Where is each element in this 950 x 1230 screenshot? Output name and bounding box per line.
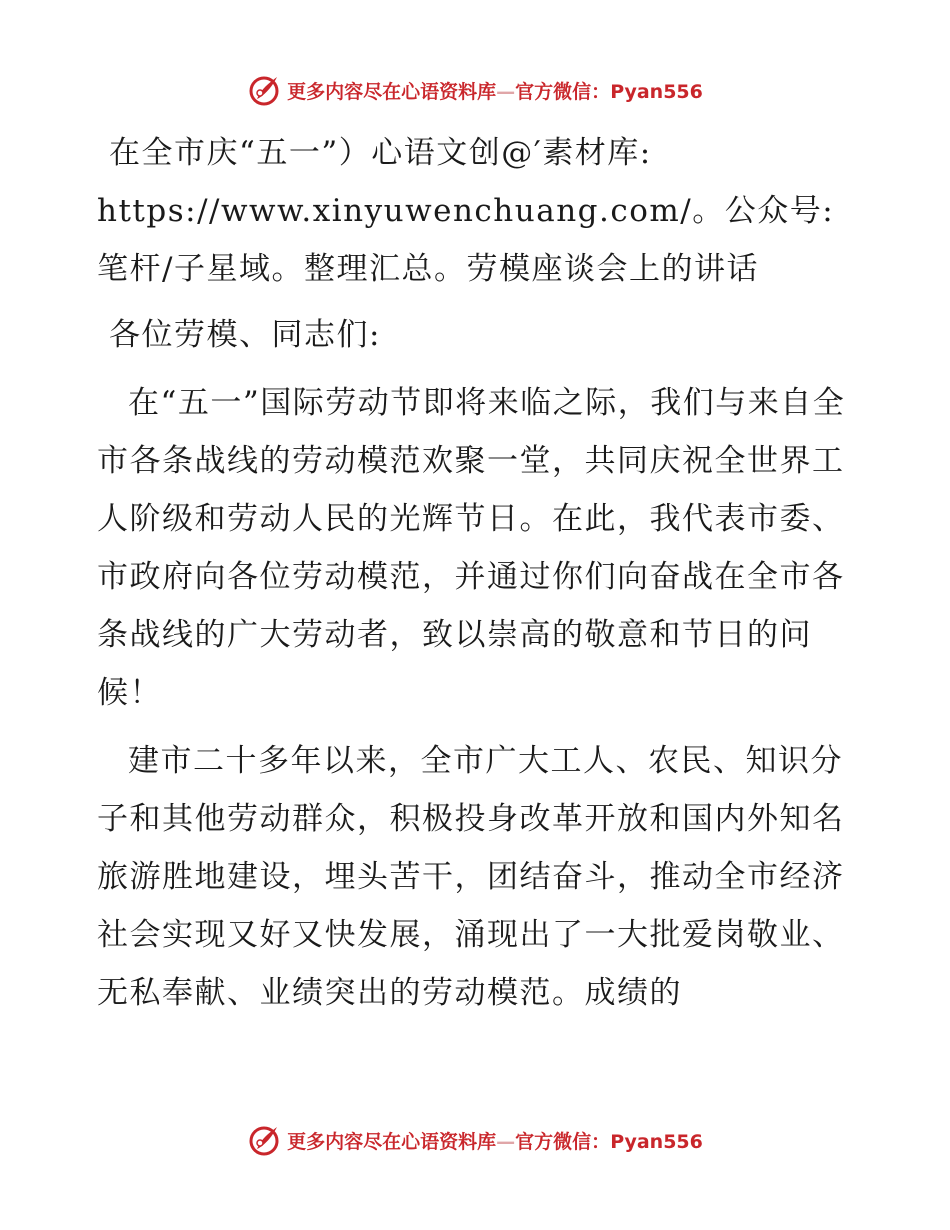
paragraph-1: 在“五一”国际劳动节即将来临之际，我们与来自全市各条战线的劳动模范欢聚一堂，共同庆祝全世界工人阶级和劳动人民的光辉节日。在此，我代表市委、市政府向各位劳动模范，并通过你们向奋战在全市各条战线的广大劳动者，致以崇高的敬意和节日的问候！ <box>97 385 846 711</box>
footer-watermark-banner <box>0 1120 950 1160</box>
footer-watermark-text: 更多内容尽在心语资料库—官方微信：Pyan556 <box>287 1130 703 1153</box>
header-watermark-banner <box>0 70 950 110</box>
document-body <box>97 124 849 1032</box>
salutation: 各位劳模、同志们: <box>109 317 381 353</box>
feather-logo-icon <box>247 73 281 107</box>
paragraph-2: 建市二十多年以来，全市广大工人、农民、知识分子和其他劳动群众，积极投身改革开放和国内外知名旅游胜地建设，埋头苦干，团结奋斗，推动全市经济社会实现又好又快发展，涌现出了一大批爱岗敬业、无私奉献、业绩突出的劳动模范。成绩的 <box>97 743 845 1011</box>
intro-line-2: https://www.xinyuwenchuang.com/。公众号: 笔杆/子星域。整理汇总。劳模座谈会上的讲话 <box>97 193 835 287</box>
header-watermark-text: 更多内容尽在心语资料库—官方微信：Pyan556 <box>287 80 703 103</box>
feather-logo-icon <box>247 1123 281 1157</box>
intro-line-1: 在全市庆“五一”）心语文创@′素材库: <box>109 135 652 171</box>
